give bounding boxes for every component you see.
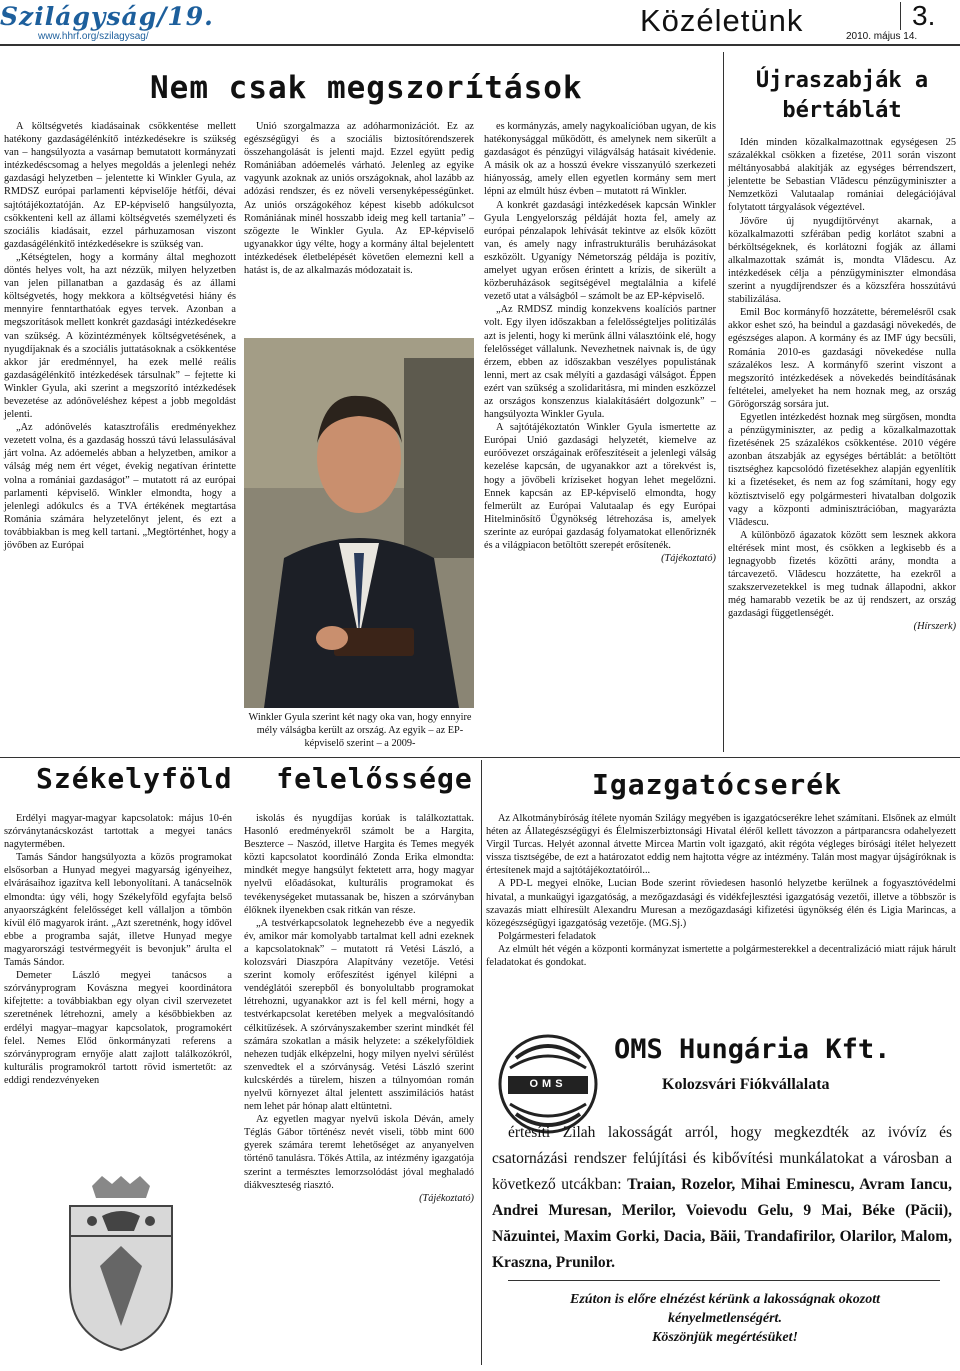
page-number: 3. bbox=[912, 0, 936, 31]
article3-paragraph: Erdélyi magyar-magyar kapcsolatok: május 10-én szórványtanácskozást tartottak a megyei tanács nagytermében. bbox=[4, 813, 232, 851]
middle-rule bbox=[0, 757, 960, 758]
article3-source: (Tájékoztató) bbox=[419, 1192, 474, 1204]
article4-paragraph: Az elmúlt hét végén a központi kormányzat ismertette a polgármesterekkel a decentralizáció miatt rájuk hárult feladatokat és gondokat. bbox=[486, 943, 956, 969]
article4-paragraph: A PD-L megyei elnöke, Lucian Bode szerint röviedesen hasonló helyzetbe kerülnek a fogyasztóvédelmi hivatal, a munkaügyi igazgatóság, a mezőgazdasági és vidékfejlesztési igazgatóság vezetői, illetve a többször is szavazás miatt elhíresült Alexandru Muresan a mezőgazdasági kifizetési ügynökség élén és Ligia Marincas, a közegészségügyi igazgatóság vezetője. (MG.Sj.) bbox=[486, 878, 956, 929]
article3-paragraph: Tamás Sándor hangsúlyozta a közös programokat elsősorban a Hunyad megyei magyarság igényeihez, elvárásaihoz igazítva kell lebonyolítani. A tanácselnök elmondta: úgy véli, hogy Székelyföld egyfajta belső anyaországként felelősséget kell vállaljon a tömbön kívül élő magyarok iránt. „Azt szeretnénk, hogy idővel ebbe a programba saját, illetve Hunyad megye magyarországi testvérmegyéit is bevonjuk” árulta el Tamás Sándor. bbox=[4, 852, 232, 969]
article2-paragraph: Idén minden közalkalmazottnak egységesen 25 százalékkal csökken a fizetése, 2011 során viszont méltányosabbá alakítják az egységes bérrendszert, jelentette be Sebastian Vlădescu pénzügyminiszter a Nemzetközi Valutaalap romániai delegációjával folytatott tárgyalások végeztével. bbox=[728, 137, 956, 214]
ad-streets: Traian, Rozelor, Mihai Eminescu, Avram Iancu, Andrei Muresan, Merilor, Voievodu Gelu, 9 Mai, Béke (Păcii), Năzuintei, Maxim Gorki, Dacia, Băii, Trandafirilor, Olarilor, Malom, Kraszna, Prunilor. bbox=[492, 1176, 953, 1271]
article2-source: (Hírszerk) bbox=[913, 621, 956, 633]
ad-branch: Kolozsvári Fiókvállalata bbox=[662, 1076, 830, 1093]
ad-notice-apology: Ezúton is előre elnézést kérünk a lakosságnak okozott kényelmetlenségért. bbox=[570, 1292, 880, 1326]
article4-paragraph: Polgármesteri feladatok bbox=[498, 930, 597, 942]
ad-divider bbox=[508, 1280, 940, 1281]
masthead-title: Szilágyság/19. bbox=[0, 2, 214, 31]
article4-headline: Igazgatócserék bbox=[592, 768, 843, 801]
article1-paragraph: „Az RMDSZ mindig konzekvens koalíciós partner volt. Egy ilyen időszakban a felelősségteljes politizálás azt is jelenti, hogy ki merünk állni választóink elé, hogy felelősséget vállalunk. Nevezhetnek naivnak is, de úgy érzem, ebben az időszakban veszélyes populistának lenni, mert az csak mélyíti a gazdasági válságot. Éppen ezért van szükség a szolidaritásra, mi minden eszközzel az országos konszenzus kialakításáért dolgozunk” – hangsúlyozta Winkler Gyula. bbox=[484, 304, 716, 421]
article1-col1 bbox=[4, 120, 236, 552]
ad-box bbox=[490, 1024, 954, 1364]
article1-paragraph: A költségvetés kiadásainak csökkentése mellett hatékony gazdaságélénkítő intézkedésekre is szükség van – hangsúlyozta a vasárnap bemutatott kormányzati intézkedéscsomag a helyes megoldás a jelenlegi nehéz gazdasági helyzetben – jelentette ki Winkler Gyula, az RMDSZ európai parlamenti képviselője hétfői, dévai sajtótájékoztatóján. Az EP-képviselő hangsúlyozta, csökkenteni kell az állami költségvetés személyzeti és szociális kiadásait, ezzel párhuzamosan viszont gazdaságélénkítő intézkedésekre is szükség van. bbox=[4, 121, 236, 250]
ad-company: OMS Hungária Kft. bbox=[614, 1034, 891, 1065]
photo-caption: Winkler Gyula szerint két nagy oka van, hogy ennyire mély válságba került az ország. Az egyik – az EP-képviselő szerint – a 2009- bbox=[248, 712, 472, 749]
article1-source: (Tájékoztató) bbox=[661, 553, 716, 565]
article1-paragraph: es kormányzás, amely nagykoalícióban ugyan, de kis hatékonysággal működött, és amelynek nem sikerült a gazdaságot és pénzügyi világválság hatásait kivédenie. A másik ok az a hosszú évekre visszanyúló szerkezeti hiányosság, amely ellen egyetlen kormány sem mert lépni az elmúlt húsz évben – mutatott rá Winkler. bbox=[484, 121, 716, 198]
article1-headline: Nem csak megszorítások bbox=[150, 70, 583, 106]
ad-notice-thanks: Köszönjük megértésüket! bbox=[652, 1330, 798, 1345]
article2-body bbox=[728, 136, 956, 634]
article3-paragraph: iskolás és nyugdíjas korúak is találkoztattak. Hasonló eredményekről számolt be a Hargita, Beszterce – Naszód, illetve Hargita és Temes megyék közti kapcsolatot koordináló Zonda Erika elmondta: mindkét megye hangsúlyt fektetett arra, hogy magyar nyelvű előadásokat, kulturális programokat és tevékenységeket mutassanak be, hiszen a szórványban élőknek ilyenekben csak ritkán van része. bbox=[244, 813, 474, 916]
column-rule bbox=[723, 52, 724, 752]
issue-date: 2010. május 14. bbox=[846, 31, 918, 42]
article1-paragraph: „Az adónövelés katasztrofális eredményekhez vezetett volna, és a gazdaság hosszú távú lelassulásával járt volna. Az adóemelés abban a helyzetben, amikor a válság még nem ért véget, évekig negatívan érintette volna a romániai gazdaságot” – mutatott rá az európai parlamenti képviselő. Winkler elmondta, hogy a jelenlegi adókulcs és a TVA értékének megtartása Románia számára helyzetelőnyt jelent, és ezt a továbbiakban is meg kell tartani. „Megtörténhet, hogy a jövőben az Európai bbox=[4, 422, 236, 551]
ad-body bbox=[492, 1120, 952, 1276]
article2-paragraph: Emil Boc kormányfő hozzátette, béremelésről csak akkor eshet szó, ha beindul a gazdasági növekedés, de egészséges alapon. A kormány és az IMF úgy becsüli, Románia 2010-es gazdasági növekedése nulla százalékos lesz. A kormányfő szerint viszont a megszorító intézkedések a növekedés beindításának feltételei, amelyeket ha nem hoznak meg, az ország Görögország sorsára jut. bbox=[728, 307, 956, 410]
section-name: Közéletünk bbox=[640, 3, 804, 38]
coat-of-arms-icon bbox=[62, 1176, 180, 1352]
article2-headline: Újraszabják a bértáblát bbox=[755, 68, 929, 123]
article4-paragraph: Az Alkotmánybíróság ítélete nyomán Szilágy megyében is igazgatócserékre lehet számítani. Elsőnek az elmúlt héten az Állategészségügyi és Élelmiszerbiztonsági Hivatal éléről kellett távozzon a pártparancsra odahelyezett Virgil Turcas. Helyét azonnal átvette Mircea Martin volt igazgató, akit régóta végleges bírósági ítélet helyezett vissza tisztségébe, de ezt a határozatot eddig nem hajtotta végre az intézmény. Talán most magyar újságíróknak is értesítenek majd a sajtótájékoztatóiról... bbox=[486, 813, 956, 877]
article2-paragraph: Jövőre új nyugdíjtörvényt akarnak, a közalkalmazotti szférában pedig korlátot szabni a bérköltségeknek, és korlátozni fogják az állami alkalmazottak számát is, mondta Vlădescu. Az intézkedések célja a pénzügyminiszter elmondása szerint a nyugdíjrendszer és a közszféra hosszútávú stabilizálása. bbox=[728, 215, 956, 306]
article3-paragraph: Az egyetlen magyar nyelvű iskola Déván, amely Téglás Gábor történész nevét viseli, több mint 600 gyerek számára teremt lehetőséget az anyanyelven történő tanulásra. Tőkés Attila, az intézmény igazgatója szerint a természtes lemorzsolódást jóval meghaladó diákveszteség riasztó. bbox=[244, 1114, 474, 1191]
column-rule bbox=[481, 760, 482, 1365]
article3-paragraph: Demeter László megyei tanácsos a szórványprogram Kovászna megyei koordinátora kifejtette: a továbbiakban egy olyan civil szervezetet szeretnének létrehozni, amely a későbbiekben az erdélyi magyar–magyar kapcsolatok, programokért felel. Nemes Előd önkormányzati referens a szórványprogram ernyője alatt zajlott találkozókról, kulturális programokról tartott rövid ismertetőt: az eddigi rendezvényeken bbox=[4, 970, 232, 1086]
article1-paragraph: Unió szorgalmazza az adóharmonizációt. Ez az egészségügyi és a szociális biztosítórendszerek összehangolását is jelenti majd. Ezzel együtt pedig Romániában adóemelés várható. Jelenleg az egyike vagyunk azoknak az uniós országoknak, ahol lazább az adózási rendszer, és ez növeli versenyképességünket. Az uniós országokéhoz képest kisebb adókulcsot Romániának minél hosszabb ideig meg kell tartania” – szögezte le Winkler Gyula. Az EP-képviselő ugyanakkor úgy vélte, hogy a kormány által bejelentett intézkedések életbelépését követően elemezni kell a hatást is, de az alkalmazás módozatait is. bbox=[244, 121, 474, 277]
article2-paragraph: Egyetlen intézkedést hoznak meg sürgősen, mondta a pénzügyminiszter, az pedig a közalkalmazottak fizetésének 25 százalékos csökkentése. 2010 végére azonban átszabják az egységes bértáblát: a betöltött tisztséghez kapcsolódó fizetésekhez alapján egyenlítik ki a fizetéseket, és nem az fog számítani, hogy egy köztisztviselő egy polgármesteri hivatalban dolgozik vagy a központi adminisztrációban, magyarázta Vlădescu. bbox=[728, 411, 956, 528]
article3-col2 bbox=[244, 812, 474, 1205]
page-number-rule bbox=[900, 2, 901, 30]
masthead-rule bbox=[0, 44, 960, 46]
article1-paragraph: „Kétségtelen, hogy a kormány által meghozott döntés helyes volt, ha azt nézzük, milyen helyzetben van jelen pillanatban a gazdaság és az állami költségvetés, hogy mekkora a költségvetési hiány és mennyire fenntarthatóak egyes tervek. Azonban a megszorítások mellett konkrét gazdasági intézkedésekre van szükség. A közintézmények költségvetésének, a nyugdíjaknak és a szociális juttatásoknak a csökkentése akkor jár eredménnyel, ha ezek mellé reális gazdaságélénkítő intézkedések társulnak” – fejtette ki Winkler Gyula, aki szerint a megszorító intézkedések bevezetése az adónöveléshez képest a jobb megoldást jelenti. bbox=[4, 251, 236, 421]
coat-of-arms bbox=[62, 1176, 180, 1352]
article1-col3 bbox=[484, 120, 716, 565]
ad-intro: értesíti Zilah lakosságát arról, hogy megkezdték az ivóvíz és csatornázási rendszer felújítási és kibővítési munkálatokat a városban a következő utcákban: bbox=[492, 1124, 952, 1193]
masthead-url[interactable]: www.hhrf.org/szilagysag/ bbox=[38, 31, 149, 42]
article1-paragraph: A konkrét gazdasági intézkedések kapcsán Winkler Gyula Lengyelország példáját hozta fel, amely az európai pénzalapok lehívását tekintve az elsők között van, és amely nagy infrastrukturális beruházásokat eszközölt. Ugyanígy Németország példája is pozitív, amelyet ugyan erősen érintett a krízis, de sikerült a közberuházások segítségével megtalálnia a kifelé vezető utat a válságból – számolt be az EP-képviselő. bbox=[484, 199, 716, 303]
article3-col1 bbox=[4, 812, 232, 1087]
portrait-illustration bbox=[244, 338, 474, 708]
article2-paragraph: A különböző ágazatok között sem lesznek akkora eltérések mint most, és csökken a legkisebb és a legnagyobb fizetés közötti arány, mondta a tárcavezető. Vlădescu hozzátette, ha ezekről a szakszervezetekkel is meg tudnak állapodni, akkor még hamarabb vezetik be az új rendszert, az ország gazdasági függetlenségét. bbox=[728, 529, 956, 620]
article3-paragraph: „A testvérkapcsolatok legnehezebb éve a negyedik év, amikor már komolyabb tartalmat kell adni ezeknek a kapcsolatoknak” – mutatott rá Vetési László, a kolozsvári Diaszpóra Alapítvány vezetője. Vetési szerint komoly erőfeszítést igényel kilépni a vendéglátói szerepből és bonyolultabb programokat létrehozni, ugyanakkor azt is fel kell mérni, hogy a testvérkapcsolat keretében melyek a megvalósítandó célkitűzések. A szórványszakember szerint mindkét fél számára szokatlan a másik helyzete: a székelyföldiek nehezen tudják elképzelni, hogy milyen nyelvi sérülést szenvedtek el a szórványság. Vetési László szerint kulcskérdés a türelem, hiszen a túlnyomóan román nyelvű környezet által jelentett asszimilációs hatást nem lehet pár hónap alatt eltüntetni. bbox=[244, 917, 474, 1113]
winkler-photo bbox=[244, 338, 474, 708]
article3-headline: Székelyföld felelőssége bbox=[36, 762, 473, 795]
oms-logo-text: OMS bbox=[529, 1078, 567, 1090]
article1-col2 bbox=[244, 120, 474, 277]
article4-body bbox=[486, 812, 956, 969]
ad-notice bbox=[520, 1290, 930, 1347]
article1-paragraph: A sajtótájékoztatón Winkler Gyula ismertette az Európai Unió gazdasági helyzetét, kiemelve az euróövezet országainak erőfeszítéseit a jelenlegi válság kezelése kapcsán, de ugyanakkor azt a törekvést is, hogy a jövőbeli kríziseket hogyan lehet megelőzni. Ennek kapcsán az EP-képviselő elmondta, hogy felmerült az Európai Valutaalap és egy Európai Hitelminősítő Ügynökség létrehozása is, amelyek szerinte az európai gazdaság folyamatokat ellenőriznék és a világpiacon betöltött szerepét erősítenék. bbox=[484, 422, 716, 551]
